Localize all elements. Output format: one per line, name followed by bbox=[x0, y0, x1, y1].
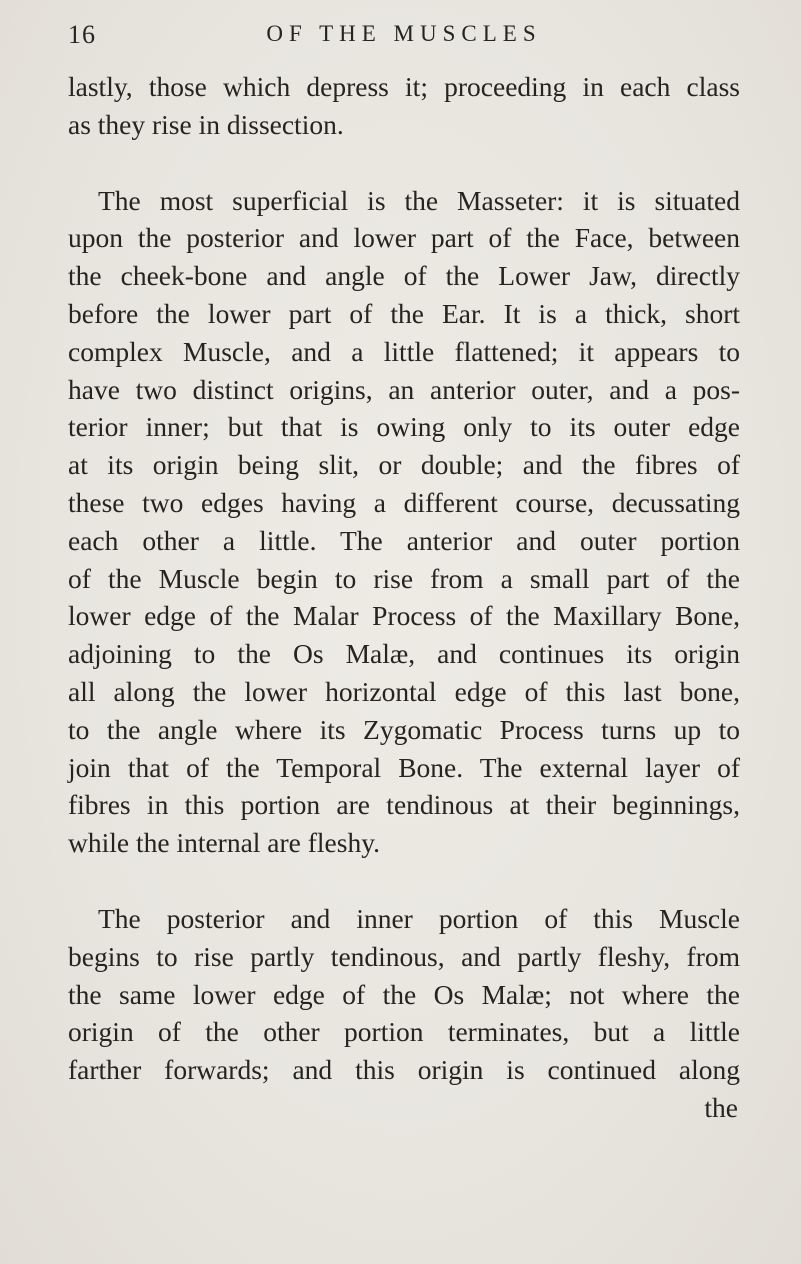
text-line: The most superficial is the Masseter: it is situated bbox=[98, 184, 740, 216]
text-line: lower edge of the Malar Process of the Maxillary Bone, bbox=[68, 600, 740, 632]
text-line: as they rise in dissection. bbox=[68, 108, 344, 140]
body-text bbox=[68, 68, 740, 1127]
running-head bbox=[68, 18, 740, 58]
text-line: terior inner; but that is owing only to its outer edge bbox=[68, 411, 740, 443]
text-line: begins to rise partly tendinous, and partly fleshy, from bbox=[68, 940, 740, 972]
text-line: before the lower part of the Ear. It is a thick, short bbox=[68, 297, 740, 329]
text-line: the same lower edge of the Os Malæ; not where the bbox=[68, 978, 740, 1010]
text-line: upon the posterior and lower part of the Face, between bbox=[68, 222, 740, 254]
text-line: origin of the other portion terminates, but a little bbox=[68, 1016, 740, 1048]
text-line: these two edges having a different course, decussating bbox=[68, 486, 740, 518]
text-line: while the internal are fleshy. bbox=[68, 827, 381, 859]
text-line: at its origin being slit, or double; and the fibres of bbox=[68, 449, 740, 481]
text-line: join that of the Temporal Bone. The external layer of bbox=[68, 751, 740, 783]
paragraph-break bbox=[68, 144, 740, 182]
text-line: complex Muscle, and a little flattened; it appears to bbox=[68, 335, 740, 367]
text-line: The posterior and inner portion of this Muscle bbox=[98, 902, 740, 934]
text-line: fibres in this portion are tendinous at their beginnings, bbox=[68, 789, 740, 821]
text-line: all along the lower horizontal edge of this last bone, bbox=[68, 675, 740, 707]
running-title: OF THE MUSCLES bbox=[266, 21, 542, 46]
text-line: the cheek-bone and angle of the Lower Jaw, directly bbox=[68, 260, 740, 292]
text-line: have two distinct origins, an anterior outer, and a pos- bbox=[68, 373, 740, 405]
text-line: adjoining to the Os Malæ, and continues its origin bbox=[68, 638, 740, 670]
text-line: lastly, those which depress it; proceeding in each class bbox=[68, 71, 740, 102]
page-number: 16 bbox=[68, 20, 96, 49]
catchword: the bbox=[704, 1091, 738, 1123]
text-line: each other a little. The anterior and outer portion bbox=[68, 524, 740, 556]
paragraph-break bbox=[68, 862, 740, 900]
text-line: to the angle where its Zygomatic Process turns up to bbox=[68, 713, 740, 745]
text-line: of the Muscle begin to rise from a small part of the bbox=[68, 562, 740, 594]
text-line: farther forwards; and this origin is continued along bbox=[68, 1054, 740, 1086]
